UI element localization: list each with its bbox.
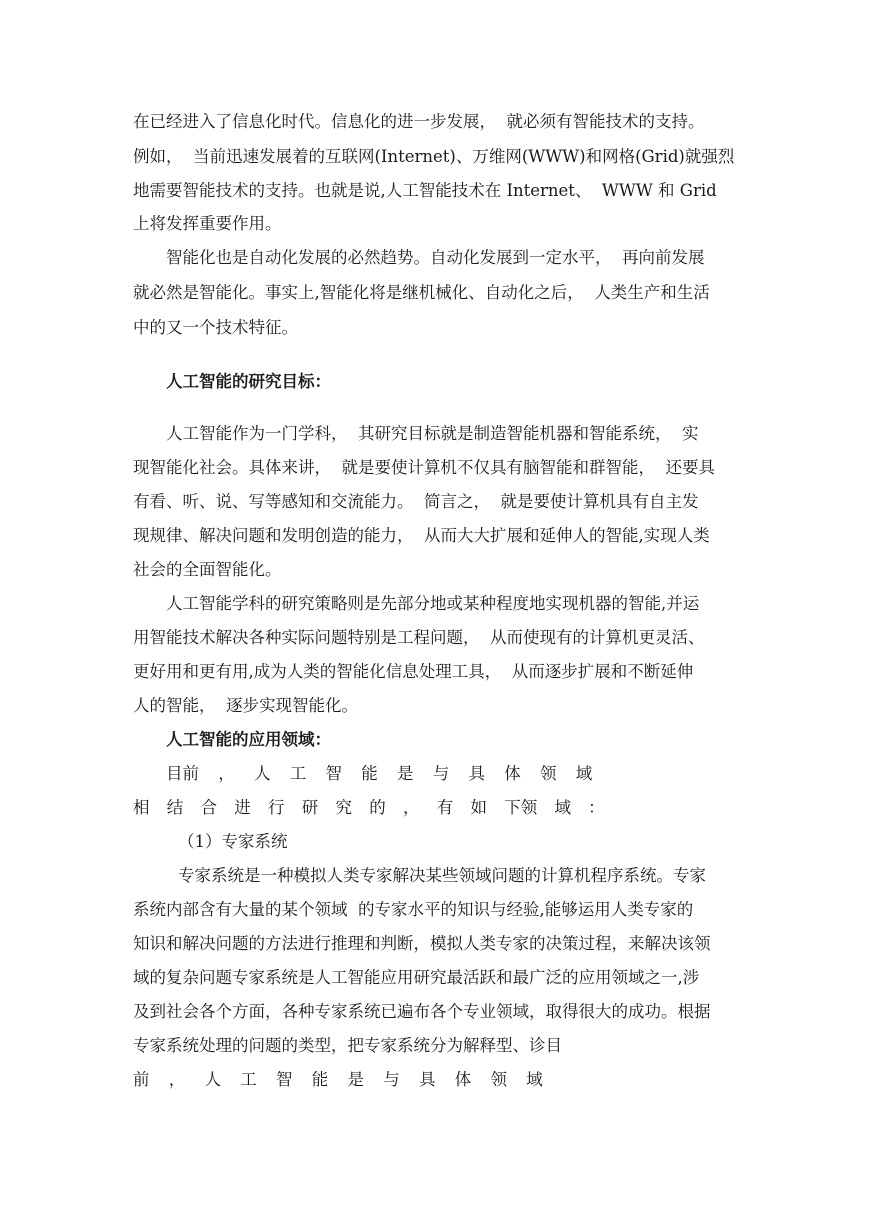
paragraph-line: 专家系统是一种模拟人类专家解决某些领域问题的计算机程序系统。专家 [178, 866, 706, 885]
paragraph-line: 在已经进入了信息化时代。信息化的进一步发展， 就必须有智能技术的支持。 [133, 112, 705, 131]
paragraph-line: 域的复杂问题专家系统是人工智能应用研究最活跃和最广泛的应用领域之一,涉 [133, 968, 700, 987]
paragraph-line: 前 ， 人 工 智 能 是 与 具 体 领 域 [133, 1070, 543, 1089]
paragraph-line: 相 结 合 进 行 研 究 的 ， 有 如 下领 域 ： [133, 798, 605, 817]
paragraph-line: 人工智能作为一门学科， 其研究目标就是制造智能机器和智能系统， 实 [166, 424, 699, 443]
list-item-heading: （1）专家系统 [178, 832, 288, 851]
paragraph-line: 智能化也是自动化发展的必然趋势。自动化发展到一定水平， 再向前发展 [166, 248, 705, 267]
paragraph-line: 社会的全面智能化。 [133, 560, 282, 579]
paragraph-line: 及到社会各个方面，各种专家系统已遍布各个专业领域，取得很大的成功。根据 [133, 1002, 711, 1021]
section-heading: 人工智能的应用领域： [166, 730, 331, 749]
paragraph-line: 人的智能， 逐步实现智能化。 [133, 696, 358, 715]
paragraph-line: 地需要智能技术的支持。也就是说,人工智能技术在 Internet、 WWW 和 Grid [133, 181, 717, 200]
paragraph-line: 知识和解决问题的方法进行推理和判断，模拟人类专家的决策过程，来解决该领 [133, 934, 711, 953]
section-heading: 人工智能的研究目标： [166, 372, 331, 391]
paragraph-line: 中的又一个技术特征。 [133, 318, 298, 337]
paragraph-line: 人工智能学科的研究策略则是先部分地或某种程度地实现机器的智能,并运 [166, 594, 700, 613]
paragraph-line: 现规律、解决问题和发明创造的能力， 从而大大扩展和延伸人的智能,实现人类 [133, 526, 710, 545]
paragraph-line: 系统内部含有大量的某个领域 的专家水平的知识与经验,能够运用人类专家的 [133, 900, 694, 919]
paragraph-line: 例如， 当前迅速发展着的互联网(Internet)、万维网(WWW)和网格(Grid)就强烈 [133, 147, 735, 166]
paragraph-line: 更好用和更有用,成为人类的智能化信息处理工具， 从而逐步扩展和不断延伸 [133, 662, 694, 681]
paragraph-line: 就必然是智能化。事实上,智能化将是继机械化、自动化之后， 人类生产和生活 [133, 283, 710, 302]
paragraph-line: 专家系统处理的问题的类型，把专家系统分为解释型、诊目 [133, 1036, 562, 1055]
paragraph-line: 上将发挥重要作用。 [133, 214, 282, 233]
paragraph-line: 现智能化社会。具体来讲， 就是要使计算机不仅具有脑智能和群智能， 还要具 [133, 458, 715, 477]
paragraph-line: 用智能技术解决各种实际问题特别是工程问题， 从而使现有的计算机更灵活、 [133, 628, 705, 647]
paragraph-line: 有看、听、说、写等感知和交流能力。 简言之， 就是要使计算机具有自主发 [133, 492, 699, 511]
paragraph-line: 目前 ， 人 工 智 能 是 与 具 体 领 域 [166, 764, 593, 783]
